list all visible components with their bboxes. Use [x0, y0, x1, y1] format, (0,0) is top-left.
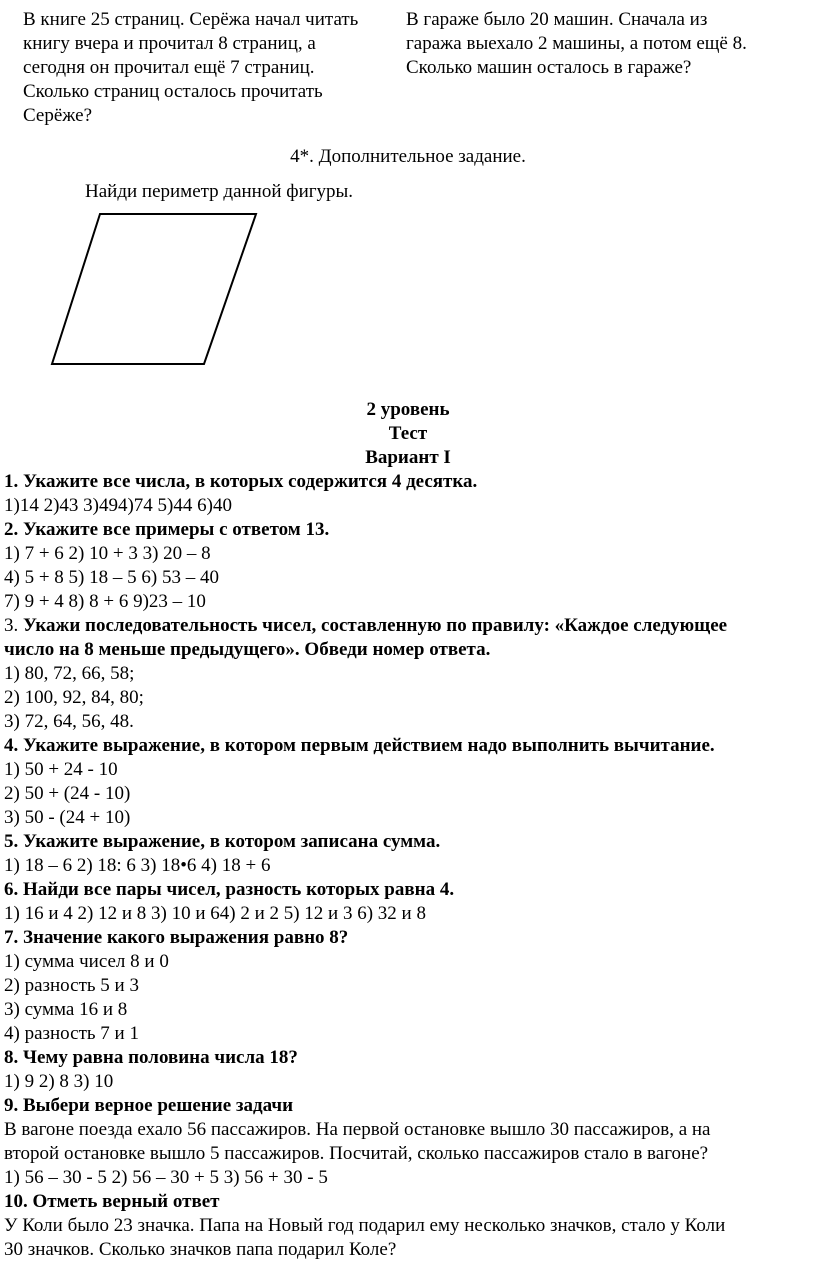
task-garage: [406, 8, 806, 80]
parallelogram-shape: [52, 214, 256, 364]
extra-task-title: 4*. Дополнительное задание.: [290, 146, 526, 167]
task-text-line: гаража выехало 2 машины, а потом ещё 8.: [406, 33, 747, 54]
question-7-option: 3) сумма 16 и 8: [4, 999, 128, 1020]
question-5-options: 1) 18 – 6 2) 18: 6 3) 18•6 4) 18 + 6: [4, 855, 271, 876]
question-3-option: 2) 100, 92, 84, 80;: [4, 687, 144, 708]
question-4-option: 2) 50 + (24 - 10): [4, 783, 131, 804]
question-2-options: 1) 7 + 6 2) 10 + 3 3) 20 – 8: [4, 543, 211, 564]
question-6-options: 1) 16 и 4 2) 12 и 8 3) 10 и 64) 2 и 2 5) 12 и 3 6) 32 и 8: [4, 903, 426, 924]
question-9-options: 1) 56 – 30 - 5 2) 56 – 30 + 5 3) 56 + 30 - 5: [4, 1167, 328, 1188]
question-3-option: 3) 72, 64, 56, 48.: [4, 711, 134, 732]
question-3-option: 1) 80, 72, 66, 58;: [4, 663, 135, 684]
test-header: [0, 398, 816, 470]
question-2-options: 4) 5 + 8 5) 18 – 5 6) 53 – 40: [4, 567, 219, 588]
question-1-title: 1. Укажите все числа, в которых содержится 4 десятка.: [4, 471, 478, 492]
question-4-title: 4. Укажите выражение, в котором первым действием надо выполнить вычитание.: [4, 735, 715, 756]
question-9-text: В вагоне поезда ехало 56 пассажиров. На первой остановке вышло 30 пассажиров, а на: [4, 1119, 711, 1140]
extra-task-instruction: Найди периметр данной фигуры.: [85, 181, 354, 202]
question-3-number: 3.: [4, 615, 23, 636]
task-text-line: Серёже?: [23, 105, 93, 126]
question-6-title: 6. Найди все пары чисел, разность которых равна 4.: [4, 879, 455, 900]
question-9-title: 9. Выбери верное решение задачи: [4, 1095, 294, 1116]
question-3-title-text: Укажи последовательность чисел, составленную по правилу: «Каждое следующее: [23, 615, 728, 636]
task-text-line: Сколько страниц осталось прочитать: [23, 81, 323, 102]
task-books: [23, 8, 403, 128]
question-3-title-cont: число на 8 меньше предыдущего». Обведи номер ответа.: [4, 639, 491, 660]
question-10-text: У Коли было 23 значка. Папа на Новый год подарил ему несколько значков, стало у Коли: [4, 1215, 726, 1236]
question-2-options: 7) 9 + 4 8) 8 + 6 9)23 – 10: [4, 591, 206, 612]
parallelogram-figure: [48, 210, 268, 370]
question-8-options: 1) 9 2) 8 3) 10: [4, 1071, 114, 1092]
task-text-line: книгу вчера и прочитал 8 страниц, а: [23, 33, 316, 54]
question-7-option: 4) разность 7 и 1: [4, 1023, 139, 1044]
question-2-title: 2. Укажите все примеры с ответом 13.: [4, 519, 330, 540]
task-text-line: В гараже было 20 машин. Сначала из: [406, 9, 708, 30]
question-4-option: 3) 50 - (24 + 10): [4, 807, 131, 828]
question-7-option: 1) сумма чисел 8 и 0: [4, 951, 169, 972]
question-5-title: 5. Укажите выражение, в котором записана сумма.: [4, 831, 441, 852]
task-text-line: Сколько машин осталось в гараже?: [406, 57, 692, 78]
question-7-option: 2) разность 5 и 3: [4, 975, 139, 996]
level-title: 2 уровень: [366, 399, 450, 420]
question-7-title: 7. Значение какого выражения равно 8?: [4, 927, 349, 948]
test-questions: [4, 470, 812, 1262]
question-10-title: 10. Отметь верный ответ: [4, 1191, 220, 1212]
variant-title: Вариант I: [365, 447, 451, 468]
question-3-title: [4, 614, 812, 638]
question-9-text: второй остановке вышло 5 пассажиров. Посчитай, сколько пассажиров стало в вагоне?: [4, 1143, 709, 1164]
task-text-line: сегодня он прочитал ещё 7 страниц.: [23, 57, 315, 78]
question-1-options: 1)14 2)43 3)494)74 5)44 6)40: [4, 495, 232, 516]
task-text-line: В книге 25 страниц. Серёжа начал читать: [23, 9, 359, 30]
test-title: Тест: [388, 423, 428, 444]
question-4-option: 1) 50 + 24 - 10: [4, 759, 118, 780]
question-8-title: 8. Чему равна половина числа 18?: [4, 1047, 298, 1068]
question-10-text: 30 значков. Сколько значков папа подарил Коле?: [4, 1239, 397, 1260]
